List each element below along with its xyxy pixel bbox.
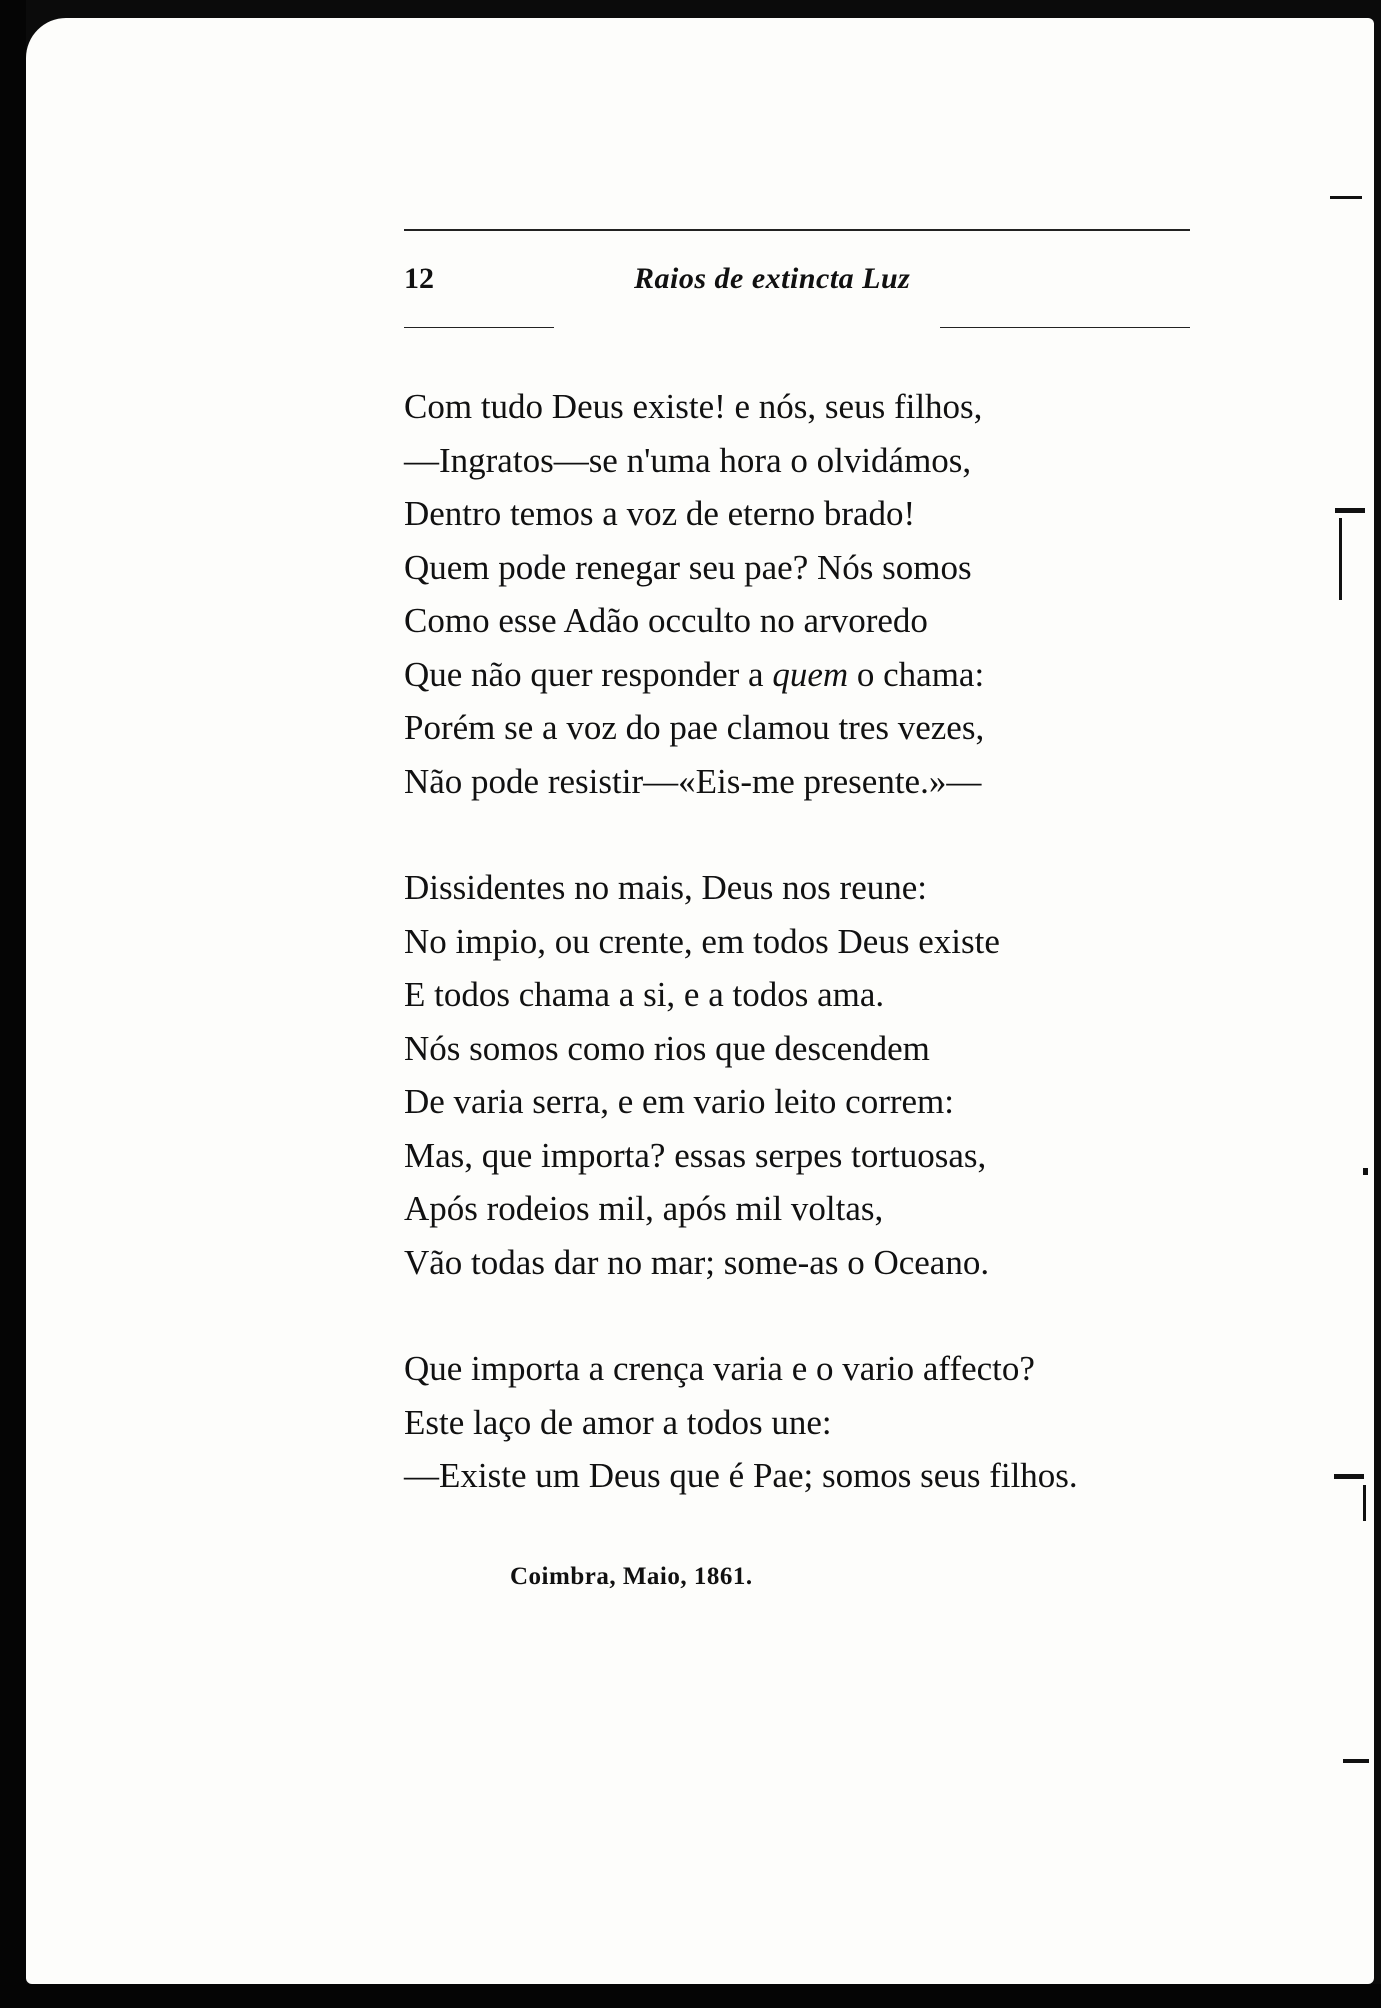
poem-line: E todos chama a si, e a todos ama.: [404, 975, 885, 1014]
stanza-3: [404, 1342, 1204, 1503]
poem-line: —Existe um Deus que é Pae; somos seus filhos.: [404, 1456, 1078, 1495]
emphasis-word: quem: [772, 654, 849, 694]
scan-speck: [1363, 1168, 1368, 1175]
running-head: [404, 262, 1190, 302]
poem-line: Após rodeios mil, após mil voltas,: [404, 1189, 884, 1228]
scan-speck: [1363, 1485, 1366, 1521]
poem-line: Mas, que importa? essas serpes tortuosas,: [404, 1135, 987, 1175]
poem-line-tail: o chama:: [848, 654, 985, 694]
scan-border-bottom: [0, 1984, 1381, 2008]
scan-speck: [1343, 1759, 1369, 1763]
scan-border-left: [0, 0, 26, 2008]
scan-speck: [1330, 196, 1362, 199]
scan-speck: [1339, 518, 1342, 600]
poem-line: Não pode resistir—«Eis-me presente.»—: [404, 761, 982, 801]
stanza-2: [404, 861, 1204, 1289]
poem-line: Dissidentes no mais, Deus nos reune:: [404, 868, 927, 907]
poem-line: —Ingratos—se n'uma hora o olvidámos,: [404, 440, 972, 480]
poem-line: Vão todas dar no mar; some-as o Oceano.: [404, 1242, 990, 1282]
running-title: Raios de extincta Luz: [634, 262, 911, 295]
poem-line: Dentro temos a voz de eterno brado!: [404, 494, 916, 533]
poem-line: Quem pode renegar seu pae? Nós somos: [404, 547, 972, 587]
poem-line-with-emphasis: [404, 648, 1204, 702]
scan-speck: [1334, 1474, 1364, 1479]
poem: [404, 380, 1204, 1556]
poem-line: Este laço de amor a todos une:: [404, 1402, 832, 1442]
poem-line: Como esse Adão occulto no arvoredo: [404, 601, 928, 640]
header-rule-bottom-right: [940, 327, 1190, 328]
poem-line: No impio, ou crente, em todos Deus existe: [404, 921, 1000, 961]
poem-line-head: Que não quer responder a: [404, 654, 773, 694]
poem-line: Com tudo Deus existe! e nós, seus filhos,: [404, 387, 983, 426]
scan-speck: [1335, 508, 1365, 513]
header-rule-bottom-left: [404, 327, 554, 328]
poem-line: Nós somos como rios que descendem: [404, 1028, 930, 1068]
header-rule-top: [404, 229, 1190, 231]
poem-line: De varia serra, e em vario leito correm:: [404, 1082, 955, 1121]
dateline: Coimbra, Maio, 1861.: [510, 1563, 753, 1590]
poem-line: Porém se a voz do pae clamou tres vezes,: [404, 708, 985, 747]
page-number: 12: [404, 262, 434, 295]
stanza-1: [404, 380, 1204, 808]
poem-line: Que importa a crença varia e o vario affecto?: [404, 1349, 1035, 1388]
